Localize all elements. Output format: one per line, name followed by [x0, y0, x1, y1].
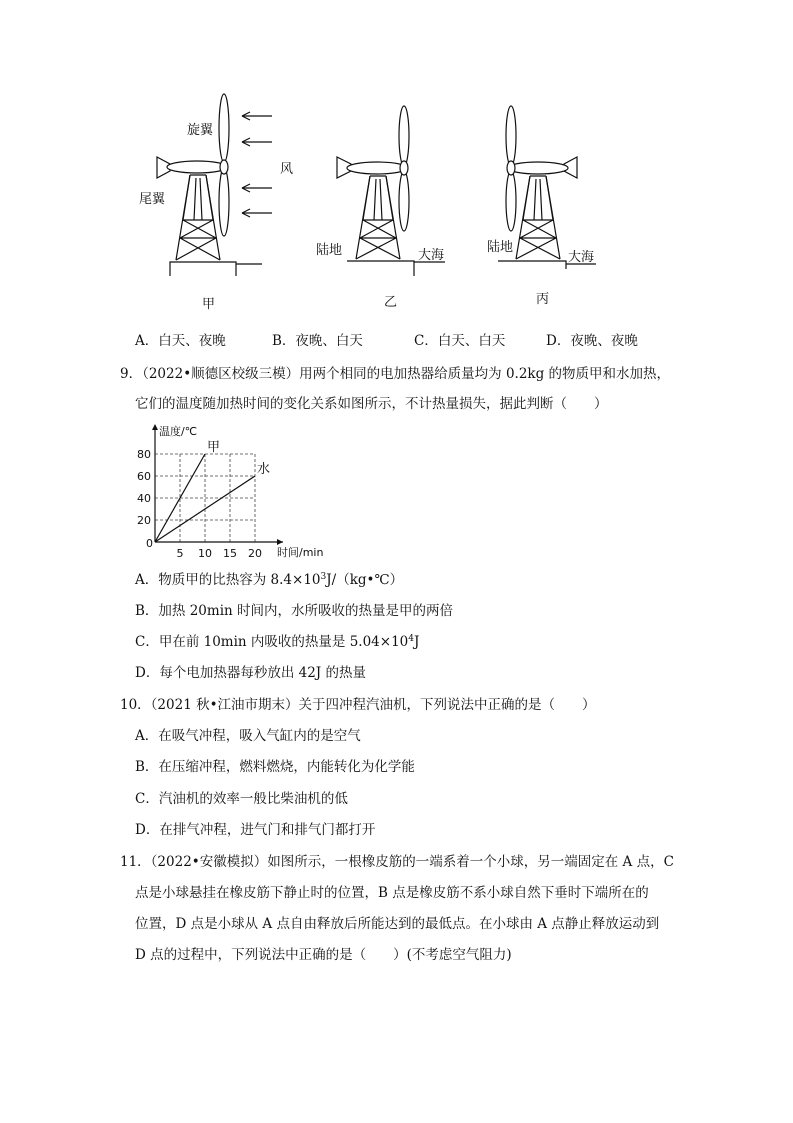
label-sea-yi: 大海	[418, 248, 445, 263]
q11-line4: D 点的过程中，下列说法中正确的是（ ）(不考虑空气阻力)	[135, 947, 512, 963]
label-wind: 风	[280, 162, 294, 177]
q8-option-d: D．夜晚、夜晚	[546, 333, 638, 349]
q8-option-b: B．夜晚、白天	[272, 333, 363, 349]
y-tick-label: 80	[137, 448, 151, 461]
x-tick-label: 5	[176, 547, 184, 560]
label-sea-bing: 大海	[568, 250, 595, 265]
y-tick-label: 60	[137, 470, 151, 483]
turbine-jia	[157, 94, 272, 276]
caption-jia: 甲	[202, 297, 216, 312]
caption-yi: 乙	[384, 295, 398, 310]
q9-option-b: B．加热 20min 时间内，水所吸收的热量是甲的两倍	[135, 603, 453, 619]
q10-option-b: B．在压缩冲程，燃料燃烧，内能转化为化学能	[135, 759, 415, 775]
x-axis-label: 时间/min	[277, 546, 324, 559]
q9-option-d: D．每个电加热器每秒放出 42J 的热量	[135, 665, 366, 681]
q9-option-c: C．甲在前 10min 内吸收的热量是 $5.04\times 10^4J$	[135, 634, 420, 650]
label-tail: 尾翼	[139, 192, 166, 207]
series-label-1: 甲	[207, 440, 221, 455]
q10-option-a: A．在吸气冲程，吸入气缸内的是空气	[135, 728, 361, 744]
x-axis-arrow	[277, 539, 283, 545]
caption-bing: 丙	[536, 292, 550, 307]
q11-line1: 11．（2022•安徽模拟）如图所示，一根橡皮筋的一端系着一个小球，另一端固定在 A 点，C	[120, 854, 674, 870]
temperature-time-chart	[135, 418, 345, 566]
x-tick-label: 20	[248, 547, 262, 560]
q9-stem-line1: 9．（2022•顺德区校级三模）用两个相同的电加热器给质量均为 0.2kg 的物质甲和水加热，	[120, 366, 671, 382]
wind-turbine-figure	[0, 0, 793, 330]
y-axis-arrow	[152, 424, 158, 430]
series-label-2: 水	[257, 462, 271, 477]
label-land-yi: 陆地	[316, 243, 343, 258]
x-tick-label: 10	[198, 547, 212, 560]
label-land-bing: 陆地	[487, 240, 514, 255]
label-rotor: 旋翼	[187, 123, 214, 138]
q10-option-d: D．在排气冲程，进气门和排气门都打开	[135, 822, 376, 838]
x-tick-label: 15	[223, 547, 237, 560]
q8-option-c: C．白天、白天	[414, 333, 506, 349]
y-tick-label: 40	[137, 492, 151, 505]
q10-stem: 10．（2021 秋•江油市期末）关于四冲程汽油机，下列说法中正确的是（ ）	[120, 697, 596, 713]
q11-line3: 位置，D 点是小球从 A 点自由释放后所能达到的最低点。在小球由 A 点静止释放运动到	[135, 916, 660, 932]
q8-option-a: A．白天、夜晚	[135, 333, 226, 349]
y-tick-label: 20	[137, 514, 151, 527]
y-axis-label: 温度/℃	[159, 425, 198, 438]
q11-line2: 点是小球悬挂在橡皮筋下静止时的位置，B 点是橡皮筋不系小球自然下垂时下端所在的	[135, 885, 649, 901]
q9-stem-line2: 它们的温度随加热时间的变化关系如图所示，不计热量损失，据此判断（ ）	[135, 396, 608, 412]
q9-option-a: A．物质甲的比热容为 $8.4\times 10^3J/(kg•℃)$	[135, 572, 404, 588]
origin-label: 0	[146, 537, 153, 550]
q10-option-c: C．汽油机的效率一般比柴油机的低	[135, 791, 348, 807]
